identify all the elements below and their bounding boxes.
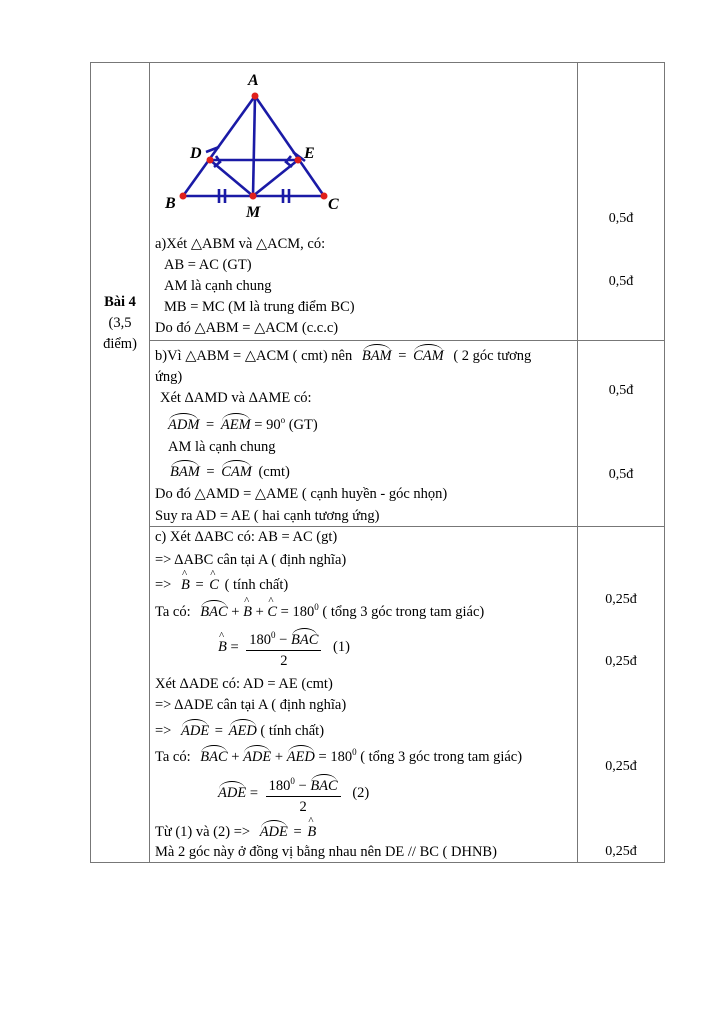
angle-bac: BAC xyxy=(310,774,337,794)
ta-co: Ta có: xyxy=(155,749,191,765)
part-b-score-1: 0,5đ xyxy=(608,383,634,398)
equals-sign: = xyxy=(206,417,215,433)
degree-mark: 0 xyxy=(271,630,276,641)
angle-ade: ADE xyxy=(260,820,288,840)
point-c xyxy=(321,193,328,200)
part-c-line-3 xyxy=(155,578,288,593)
part-c-line-11 xyxy=(155,820,316,840)
table-border-right xyxy=(664,62,665,863)
frac-denominator: 2 xyxy=(280,652,288,669)
part-b-line-2: ứng) xyxy=(155,369,183,385)
part-a-line-3: AM là cạnh chung xyxy=(164,278,272,294)
conclusion-intro: Từ (1) và (2) => xyxy=(155,824,251,840)
part-c-score-1: 0,25đ xyxy=(605,592,637,607)
angle-b: ^ B xyxy=(181,578,190,593)
angle-bam: BAM xyxy=(170,460,200,480)
fraction-2: $\frac{180^0 - BAC}{2}$ xyxy=(266,774,341,814)
part-b-line-3: Xét ΔAMD và ΔAME có: xyxy=(160,390,312,406)
angle-bam: BAM xyxy=(362,344,392,364)
part-c-line-12: Mà 2 góc này ở đồng vị bằng nhau nên DE // BC ( DHNB) xyxy=(155,844,497,860)
point-e xyxy=(295,157,302,164)
part-a-line-1: a)Xét △ABM và △ACM, có: xyxy=(155,236,326,252)
angle-ade: ADE xyxy=(181,719,209,739)
median-am xyxy=(253,96,255,196)
right-angle-e xyxy=(286,156,292,167)
angle-sum-note: ( tổng 3 góc trong tam giác) xyxy=(360,749,523,765)
right-angle-d xyxy=(214,156,220,167)
angle-c: ^ C xyxy=(209,578,219,593)
part-c-score-3: 0,25đ xyxy=(605,759,637,774)
part-a-line-4: MB = MC (M là trung điểm BC) xyxy=(164,299,355,315)
point-b xyxy=(180,193,187,200)
angle-bac: BAC xyxy=(200,745,227,765)
part-c-eq-2 xyxy=(218,774,369,814)
implies-arrow: => xyxy=(155,723,172,739)
equation-ref-1: (1) xyxy=(333,639,350,656)
angle-aed: AED xyxy=(229,719,257,739)
part-b-line-1 xyxy=(155,344,531,364)
ninety-degrees: = 90 xyxy=(254,417,281,433)
label-m: M xyxy=(246,204,261,221)
equals-sign: = xyxy=(206,464,215,480)
triangle-figure xyxy=(150,64,576,224)
point-a xyxy=(252,93,259,100)
equals-sign: = xyxy=(195,577,204,593)
angle-ade: ADE xyxy=(218,781,246,801)
equals-sign: = xyxy=(214,723,223,739)
table-divider-col2 xyxy=(577,62,578,863)
angle-b: ^ B xyxy=(243,605,252,620)
point-d xyxy=(207,157,214,164)
part-b-intro: b)Vì △ABM = △ACM ( cmt) nên xyxy=(155,348,353,364)
equals-sign: = xyxy=(249,785,258,802)
angle-b: ^ B xyxy=(307,825,316,840)
angle-aed: AED xyxy=(287,745,315,765)
sum-180: = 180 xyxy=(280,604,315,620)
row-divider-bc xyxy=(149,526,665,527)
given-note: (GT) xyxy=(288,417,318,433)
part-c-line-7: => ΔADE cân tại A ( định nghĩa) xyxy=(155,697,347,713)
fraction-1: $\frac{180^0 - BAC}{2}$ xyxy=(246,628,321,668)
angle-bac: BAC xyxy=(291,628,318,648)
frac-180: 180 xyxy=(268,778,291,794)
property-note: ( tính chất) xyxy=(260,723,325,739)
part-b-score-2: 0,5đ xyxy=(608,467,634,482)
table-border-bottom xyxy=(90,862,665,863)
part-a-line-2: AB = AC (GT) xyxy=(164,257,252,273)
part-b-line-5: AM là cạnh chung xyxy=(168,439,276,455)
part-c-line-6: Xét ΔADE có: AD = AE (cmt) xyxy=(155,676,333,692)
equals-sign: = xyxy=(230,639,239,656)
table-border-top xyxy=(90,62,665,63)
frac-180: 180 xyxy=(249,632,272,648)
degree-mark: 0 xyxy=(314,602,319,613)
angle-sum-note: ( tổng 3 góc trong tam giác) xyxy=(322,604,485,620)
angle-ade: ADE xyxy=(243,745,271,765)
ta-co: Ta có: xyxy=(155,604,191,620)
degree-mark: 0 xyxy=(290,776,295,787)
equals-sign: = xyxy=(398,348,407,364)
equation-ref-2: (2) xyxy=(352,785,370,802)
part-c-score-2: 0,25đ xyxy=(605,654,637,669)
exercise-points-unit: điểm) xyxy=(103,336,137,352)
part-b-line-7: Do đó △AMD = △AME ( cạnh huyền - góc nhọn) xyxy=(155,486,448,502)
label-c: C xyxy=(328,196,339,213)
property-note: ( tính chất) xyxy=(224,577,289,593)
angle-cam: CAM xyxy=(221,460,252,480)
angle-bac: BAC xyxy=(200,600,227,620)
part-c-score-4: 0,25đ xyxy=(605,844,637,859)
degree-mark: 0 xyxy=(352,747,357,758)
part-c-line-9: Ta có: BAC + ADE + AED = $180^0$ ( tổng 3 góc trong tam giác) xyxy=(155,745,522,765)
table-border-left xyxy=(90,62,91,863)
part-c-line-8 xyxy=(155,719,324,739)
part-a-score-2: 0,5đ xyxy=(608,274,634,289)
sum-180: = 180 xyxy=(318,749,353,765)
angle-b: ^ B xyxy=(218,640,227,655)
equals-sign: = xyxy=(293,824,302,840)
angle-aem: AEM xyxy=(221,413,251,433)
degree-mark: o xyxy=(280,415,286,426)
figure-lines xyxy=(183,96,324,203)
point-m xyxy=(250,193,257,200)
part-c-line-2: => ΔABC cân tại A ( định nghĩa) xyxy=(155,552,347,568)
label-a: A xyxy=(248,72,259,89)
angle-adm: ADM xyxy=(168,413,199,433)
part-c-eq-1 xyxy=(218,628,350,668)
exercise-label: Bài 4 xyxy=(104,294,136,310)
part-c-line-4: Ta có: BAC + ^ B + ^ $C = 180^0$ ( tổng 3 góc trong tam giác) xyxy=(155,600,484,620)
label-e: E xyxy=(304,145,315,162)
part-b-line-4 xyxy=(168,413,318,433)
frac-denominator: 2 xyxy=(299,798,307,815)
cmt-note: (cmt) xyxy=(258,464,290,480)
part-b-intro-end: ( 2 góc tương xyxy=(453,348,532,364)
part-a-score-1: 0,5đ xyxy=(608,211,634,226)
angle-c: ^ C xyxy=(267,605,277,620)
part-b-line-6 xyxy=(170,460,290,480)
exercise-points: (3,5 xyxy=(108,315,132,331)
part-a-line-5: Do đó △ABM = △ACM (c.c.c) xyxy=(155,320,339,336)
label-b: B xyxy=(165,195,176,212)
label-d: D xyxy=(190,145,202,162)
part-c-line-1: c) Xét ΔABC có: AB = AC (gt) xyxy=(155,529,338,545)
angle-cam: CAM xyxy=(413,344,444,364)
part-b-line-8: Suy ra AD = AE ( hai cạnh tương ứng) xyxy=(155,508,380,524)
implies-arrow: => xyxy=(155,577,172,593)
row-divider-ab xyxy=(149,340,665,341)
